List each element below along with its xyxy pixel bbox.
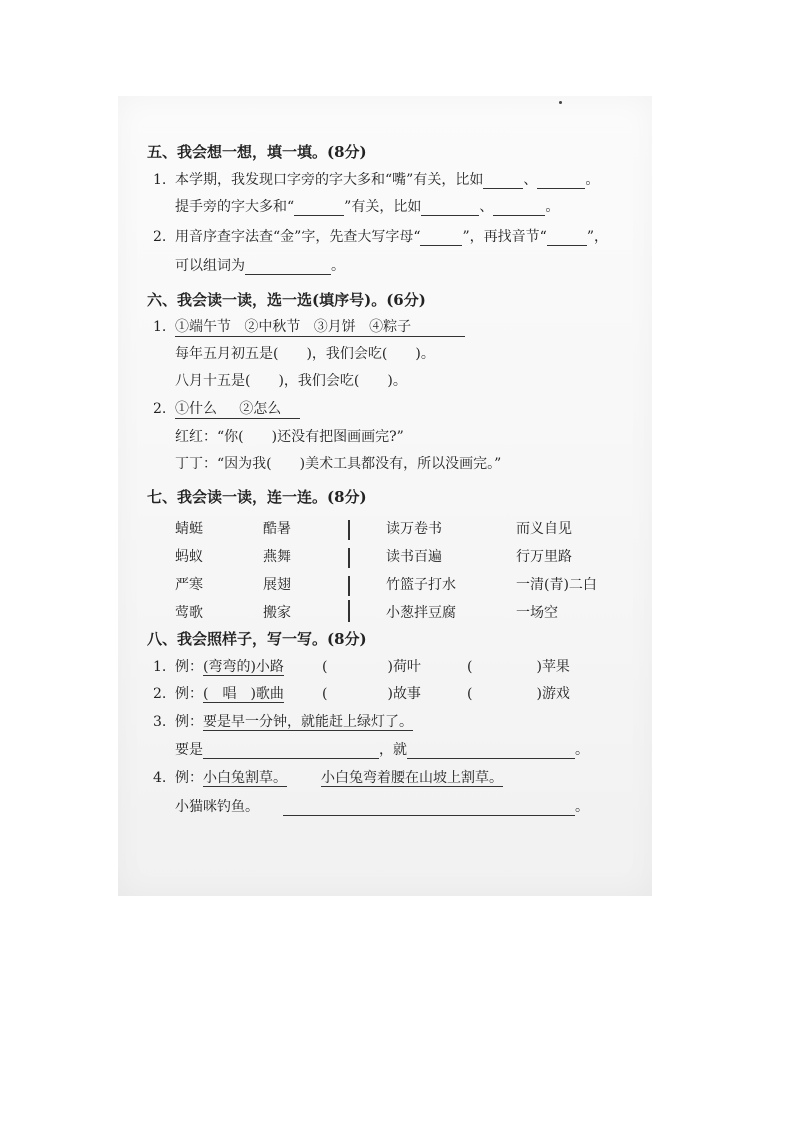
prompt-text: ，就 [379,742,407,758]
divider-segment [348,548,350,568]
paren: ) [387,659,393,675]
s6-q2-line1: 红红：“你( )还没有把图画画完?” [175,429,404,445]
phrase-col-3-item[interactable]: 小葱拌豆腐 [386,605,456,621]
paren: ) [536,659,542,675]
s6-q1-line2: 八月十五是( )，我们会吃( )。 [175,373,407,389]
example-label: 例： [175,770,203,786]
s8-q2-row [153,685,284,703]
answer-blank[interactable] [537,174,585,189]
word-col-1-item[interactable]: 莺歌 [175,605,203,621]
noun: 荷叶 [392,659,421,675]
question-number: 3. [153,714,167,730]
s8-q4-example [153,769,503,787]
example-text: (弯弯的)小路 [203,659,284,675]
word-col-2-item[interactable]: 燕舞 [263,549,291,565]
option: ②怎么 [239,401,282,417]
example-text: 小白兔弯着腰在山坡上割草。 [321,770,503,786]
s6-q2-options [153,400,300,419]
answer-blank[interactable] [245,260,331,275]
s6-q1-options [153,318,465,337]
question-number: 2. [153,401,167,417]
option: ①端午节 [175,319,231,335]
question-number: 4. [153,770,167,786]
phrase-col-4-item[interactable]: 而义自见 [516,521,572,537]
option: ①什么 [175,401,217,417]
phrase-col-4-item[interactable]: 行万里路 [516,549,572,565]
word-col-2-item[interactable]: 搬家 [263,605,291,621]
s5-q2-line1 [153,228,608,246]
s8-q3-example [153,713,413,731]
s6-q2-line2: 丁丁：“因为我( )美术工具都没有，所以没画完。” [175,456,502,472]
answer-blank[interactable] [407,744,575,759]
question-number: 1. [153,172,167,188]
paren: ) [387,686,393,702]
punctuation: 。 [545,199,560,215]
punctuation: 。 [585,172,600,188]
divider-segment [348,576,350,596]
question-text: 提手旁的字大多和“ [175,199,295,215]
question-text: 可以组词为 [175,258,245,274]
word-col-1-item[interactable]: 蚂蚁 [175,549,203,565]
example-label: 例： [175,686,203,702]
question-number: 1. [153,319,167,335]
section-5-title: 五、我会想一想，填一填。(8分) [147,143,367,161]
prompt-text: 要是 [175,742,203,758]
answer-blank[interactable] [421,201,479,216]
options-row [175,318,465,337]
punctuation: 。 [575,799,589,815]
s8-q4-answer [175,798,589,816]
question-number: 2. [153,229,167,245]
phrase-col-3-item[interactable]: 读书百遍 [386,549,442,565]
s8-q1-row [153,658,284,676]
punctuation: 。 [331,258,345,274]
paren: ) [536,686,542,702]
s5-q2-line2 [175,257,345,275]
question-text: 本学期，我发现口字旁的字大多和“嘴”有关，比如 [175,172,484,188]
phrase-col-3-item[interactable]: 读万卷书 [386,521,442,537]
example-text: 要是早一分钟，就能赶上绿灯了。 [203,714,413,730]
answer-blank[interactable] [483,174,523,189]
punctuation: 。 [575,742,589,758]
s8-q2-blank-b[interactable] [467,685,570,703]
paren: ( [322,659,328,675]
s8-q3-answer [175,741,589,759]
word-col-2-item[interactable]: 展翅 [263,577,291,593]
section-6-title: 六、我会读一读，选一选(填序号)。(6分) [147,291,426,309]
question-text: 用音序查字法查“金”字，先查大写字母“ [175,229,421,245]
example-text: ( 唱 )歌曲 [203,686,284,702]
s8-q1-blank-b[interactable] [467,658,570,676]
section-7-title: 七、我会读一读，连一连。(8分) [147,488,367,506]
example-label: 例： [175,714,203,730]
phrase-col-4-item[interactable]: 一场空 [516,605,558,621]
noun: 故事 [392,686,421,702]
example-text: 小白兔割草。 [203,770,287,786]
question-text: ”，再找音节“ [462,229,547,245]
s8-q1-blank-a[interactable] [322,658,421,676]
phrase-col-4-item[interactable]: 一清(青)二白 [516,577,597,593]
answer-blank[interactable] [203,744,379,759]
paren: ( [322,686,328,702]
word-col-1-item[interactable]: 严寒 [175,577,203,593]
question-number: 2. [153,686,167,702]
phrase-col-3-item[interactable]: 竹篮子打水 [386,577,456,593]
example-label: 例： [175,659,203,675]
option: ③月饼 [313,319,356,335]
answer-blank[interactable] [547,231,587,246]
separator: 、 [523,172,538,188]
separator: 、 [479,199,494,215]
s5-q1-line1 [153,171,599,189]
punctuation: ”， [586,229,608,245]
answer-blank[interactable] [493,201,545,216]
question-text: ”有关，比如 [344,199,422,215]
word-col-1-item[interactable]: 蜻蜓 [175,521,203,537]
divider-segment [348,600,350,622]
option: ②中秋节 [244,319,301,335]
answer-blank[interactable] [294,201,344,216]
paren: ( [467,659,473,675]
word-col-2-item[interactable]: 酷暑 [263,521,291,537]
section-8-title: 八、我会照样子，写一写。(8分) [147,630,367,648]
question-number: 1. [153,659,167,675]
noun: 苹果 [541,659,570,675]
options-row [175,400,300,419]
option: ④粽子 [369,319,412,335]
answer-blank[interactable] [420,231,462,246]
s5-q1-line2 [175,198,559,216]
s6-q1-line1: 每年五月初五是( )，我们会吃( )。 [175,346,435,362]
divider-segment [348,520,350,540]
noun: 游戏 [541,686,570,702]
answer-blank[interactable] [283,801,575,816]
s8-q2-blank-a[interactable] [322,685,421,703]
paren: ( [467,686,473,702]
prompt-text: 小猫咪钓鱼。 [175,799,259,815]
